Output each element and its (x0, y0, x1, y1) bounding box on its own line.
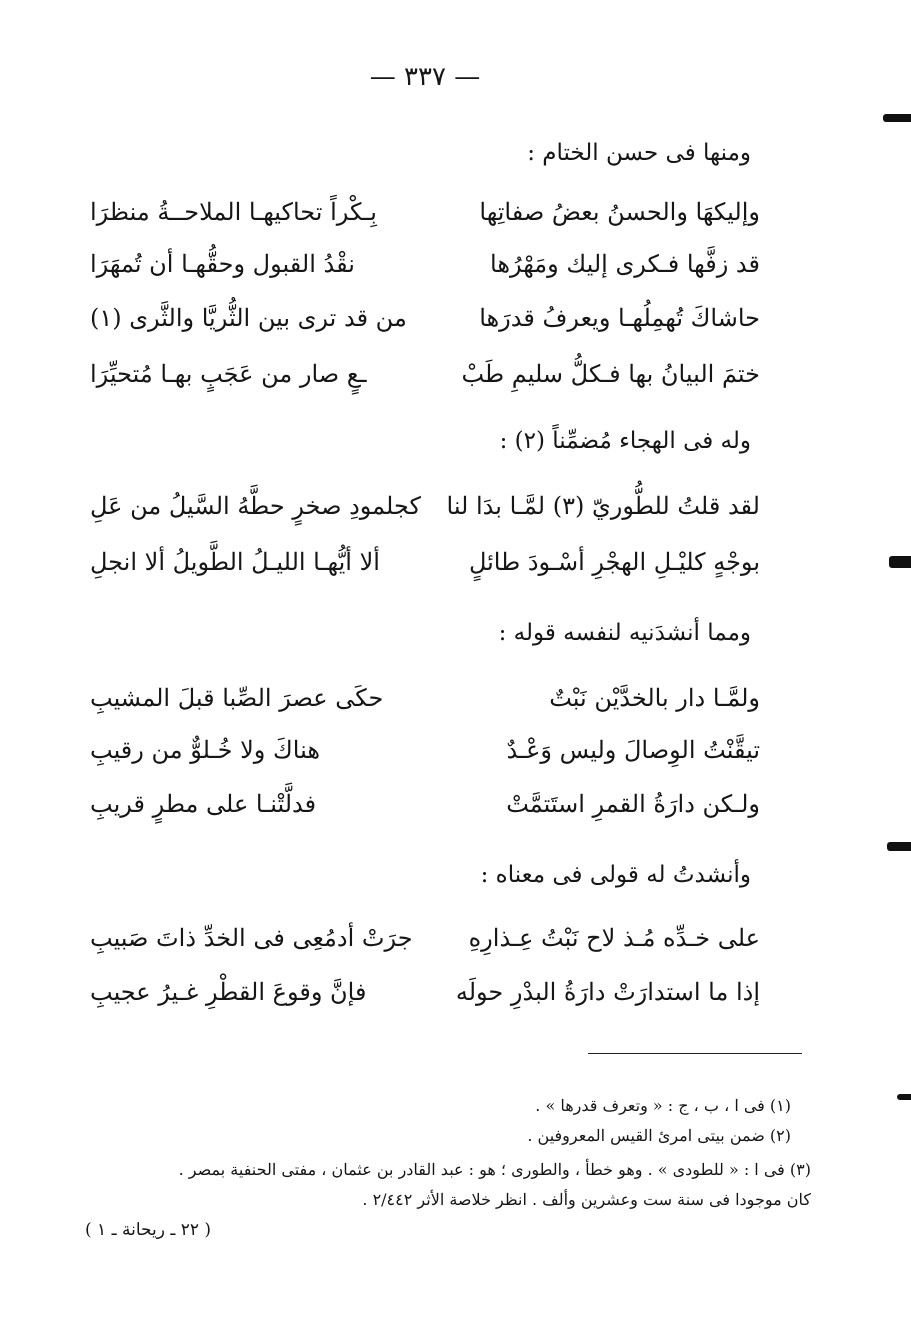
signature-line: ( ٢٢ ـ ريحانة ـ ١ ) (85, 1220, 212, 1240)
verse-first-hemistich: لقد قلتُ للطُّوريّ (٣) لمَّـا بدَا لنا (446, 492, 760, 520)
verse (90, 978, 760, 1022)
page-number: — ٣٣٧ — (369, 62, 481, 92)
verse-second-hemistich: كجلمودِ صخرٍ حطَّهُ السَّيلُ من عَلِ (90, 492, 421, 520)
verse-second-hemistich: نقْدُ القبول وحقُّهـا أن تُمهَرَا (90, 250, 355, 278)
verse-second-hemistich: بِـكْراً تحاكيهـا الملاحــةُ منظرَا (90, 198, 377, 226)
scan-edge-mark (889, 556, 911, 568)
verse-second-hemistich: من قد ترى بين الثُّريَّا والثَّرى (١) (90, 304, 407, 332)
section-heading: وله فى الهجاء مُضمِّناً (٢) : (499, 428, 751, 454)
verse-second-hemistich: حكَى عصرَ الصِّبا قبلَ المشيبِ (90, 684, 384, 712)
verse (90, 492, 760, 536)
verse (90, 548, 760, 592)
verse-second-hemistich: هناكَ ولا خُـلوٌّ من رقيبِ (90, 736, 320, 764)
footnote: كان موجودا فى سنة ست وعشرين وألف . انظر خلاصة الأثر ٢/٤٤٢ . (362, 1190, 811, 1209)
verse (90, 736, 760, 780)
footnote-divider (588, 1053, 802, 1054)
verse (90, 250, 760, 294)
verse (90, 684, 760, 728)
verse-first-hemistich: على خـدِّه مُـذ لاح نَبْتُ عِـذارِهِ (468, 924, 760, 952)
scan-edge-mark (887, 842, 911, 851)
verse-first-hemistich: ولـكن دارَةُ القمرِ استَتمَّتْ (506, 790, 760, 818)
verse-second-hemistich: فدلَّتْنـا على مطرٍ قريبِ (90, 790, 317, 818)
section-heading: وأنشدتُ له قولى فى معناه : (480, 862, 751, 888)
footnote: (٢) ضمن بيتى امرئ القيس المعروفين . (527, 1126, 791, 1145)
verse-second-hemistich: ألا أيُّهـا الليـلُ الطَّويلُ ألا انجلِ (90, 548, 380, 576)
verse-first-hemistich: تيقَّنْتُ الوِصالَ وليس وَعْـدٌ (506, 736, 760, 764)
verse (90, 790, 760, 834)
footnote: (٣) فى ا : « للطودى » . وهو خطأ ، والطورى ؛ هو : عبد القادر بن عثمان ، مفتى الحنفية بمصر . (178, 1160, 811, 1179)
verse (90, 198, 760, 242)
verse-second-hemistich: جرَتْ أدمُعِى فى الخدِّ ذاتَ صَبيبِ (90, 924, 413, 952)
verse (90, 360, 760, 404)
verse-first-hemistich: وإليكهَا والحسنُ بعضُ صفاتِها (479, 198, 760, 226)
verse-first-hemistich: إذا ما استدارَتْ دارَةُ البدْرِ حولَه (455, 978, 760, 1006)
scan-edge-mark (897, 1094, 911, 1100)
section-heading: ومنها فى حسن الختام : (527, 140, 751, 166)
section-heading: ومما أنشدَنيه لنفسه قوله : (498, 620, 751, 646)
verse (90, 304, 760, 348)
verse-first-hemistich: ولمَّـا دار بالخدَّيْن نَبْتٌ (549, 684, 760, 712)
verse-first-hemistich: ختمَ البيانُ بها فـكلُّ سليمِ طَبْ (461, 360, 760, 388)
scan-edge-mark (883, 114, 911, 122)
verse-first-hemistich: حاشاكَ تُهمِلُهـا ويعرفُ قدرَها (479, 304, 760, 332)
verse (90, 924, 760, 968)
footnote: (١) فى ا ، ب ، ج : « وتعرف قدرها » . (535, 1096, 791, 1115)
verse-first-hemistich: بوجْهٍ كليْـلِ الهجْرِ أسْـودَ طائلٍ (468, 548, 760, 576)
verse-second-hemistich: ـعٍ صار من عَجَبٍ بهـا مُتحيِّرَا (90, 360, 367, 388)
verse-second-hemistich: فإنَّ وقوعَ القطْرِ غـيرُ عجيبِ (90, 978, 367, 1006)
verse-first-hemistich: قد زفَّها فـكرى إليك ومَهْرُها (490, 250, 760, 278)
